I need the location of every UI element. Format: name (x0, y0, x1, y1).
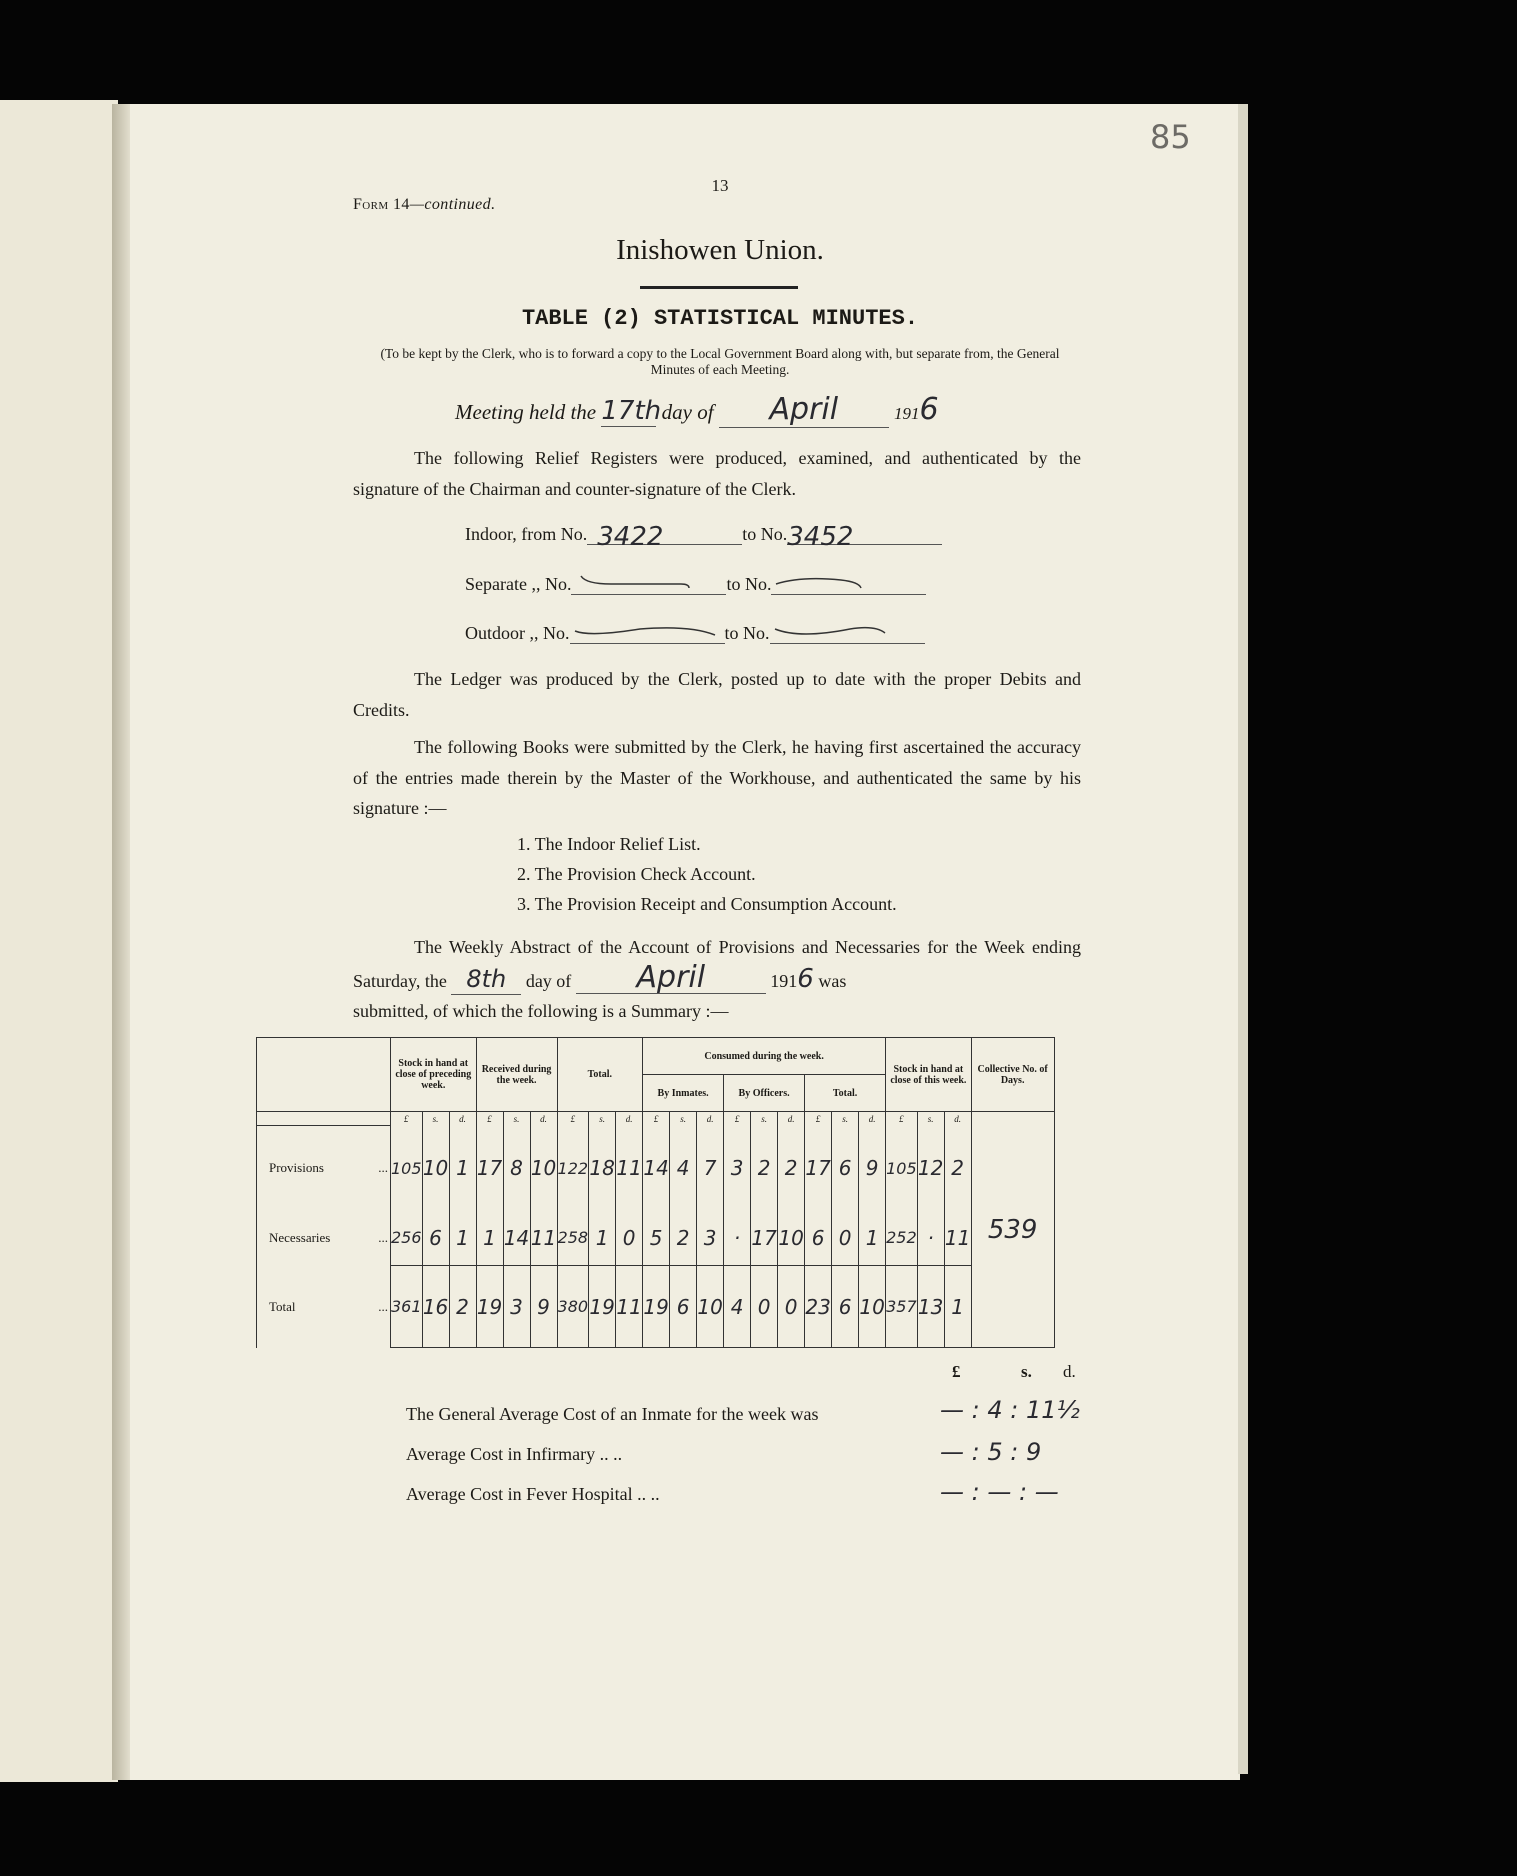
table-row (257, 1211, 1055, 1266)
ledger-paragraph: The Ledger was produced by the Clerk, posted up to date with the proper Debits and Credits. (353, 669, 1081, 720)
table-cell: 13 (917, 1266, 944, 1348)
table-cell: 14 (503, 1211, 530, 1266)
register-to: 3452 (787, 522, 942, 545)
abstract-year-digit: 6 (797, 963, 814, 994)
header-collective: Collective No. of Days. (971, 1038, 1054, 1112)
title-rule (640, 286, 798, 289)
table-cell: 1 (859, 1211, 886, 1266)
cost-unit-shillings: s. (1021, 1362, 1032, 1381)
table-cell: 256 (391, 1211, 423, 1266)
left-page (0, 100, 118, 1782)
unit-cell: s. (589, 1112, 616, 1126)
table-cell: 0 (751, 1266, 778, 1348)
unit-cell: d. (859, 1112, 886, 1126)
table-cell: 122 (557, 1126, 589, 1211)
table-cell: · (917, 1211, 944, 1266)
table-cell: 16 (422, 1266, 449, 1348)
abstract-text: The Weekly Abstract of the Account of Provisions and Necessaries for the Week ending Saturday, the (353, 937, 1081, 991)
abstract-day: 8th (451, 964, 521, 996)
unit-cell: s. (670, 1112, 697, 1126)
meeting-year-digit: 6 (919, 392, 939, 427)
table-cell: 10 (422, 1126, 449, 1211)
table-cell: 23 (805, 1266, 832, 1348)
table-row (257, 1126, 1055, 1211)
row-label (257, 1126, 391, 1211)
cost-value-infirmary: — : 5 : 9 (940, 1438, 1042, 1466)
unit-cell: s. (751, 1112, 778, 1126)
register-from: 3422 (587, 522, 742, 545)
table-cell: 3 (697, 1211, 724, 1266)
register-label: Separate ,, No. (465, 574, 572, 594)
table-cell: 8 (503, 1126, 530, 1211)
table-title: TABLE (2) STATISTICAL MINUTES. (521, 306, 919, 331)
table-cell: 6 (832, 1266, 859, 1348)
dash-mark-icon (571, 572, 691, 590)
table-cell: 9 (530, 1266, 557, 1348)
table-cell: 11 (944, 1211, 971, 1266)
table-cell: 9 (859, 1126, 886, 1211)
unit-cell: d. (530, 1112, 557, 1126)
page-edge (1238, 104, 1248, 1774)
register-to-label: to No. (724, 623, 770, 643)
table-cell: 252 (886, 1211, 918, 1266)
cost-row-fever (406, 1484, 660, 1505)
table-cell: 19 (589, 1266, 616, 1348)
row-label-dots: ... (378, 1298, 388, 1314)
header-stock-start: Stock in hand at close of preceding week. (391, 1038, 477, 1112)
table-cell: 258 (557, 1211, 589, 1266)
table-cell: 380 (557, 1266, 589, 1348)
unit-cell: s. (422, 1112, 449, 1126)
meeting-day: 17th (601, 396, 662, 426)
abstract-month: April (576, 963, 766, 995)
book-gutter (112, 104, 132, 1780)
header-by-officers: By Officers. (724, 1075, 805, 1112)
table-cell: 10 (859, 1266, 886, 1348)
table-body (257, 1112, 1055, 1348)
abstract-day-label: day of (525, 970, 572, 991)
collective-days-cell (971, 1112, 1054, 1348)
register-to-label: to No. (742, 524, 788, 544)
table-cell: 10 (530, 1126, 557, 1211)
header-consumed-total: Total. (805, 1075, 886, 1112)
table-cell: 4 (724, 1266, 751, 1348)
abstract-year-prefix: 191 (770, 970, 798, 991)
table-cell: 17 (805, 1126, 832, 1211)
unit-cell: £ (391, 1112, 423, 1126)
book-item-2: 2. The Provision Check Account. (517, 864, 756, 884)
table-cell: 12 (917, 1126, 944, 1211)
book-item-1: 1. The Indoor Relief List. (517, 834, 701, 854)
row-label (257, 1266, 391, 1348)
form-label-prefix: Form 14 (353, 196, 410, 213)
table-cell: 2 (778, 1126, 805, 1211)
cost-row-general (406, 1404, 819, 1425)
instruction-text: (To be kept by the Clerk, who is to forward a copy to the Local Government Board along with, but separate from, the General Minutes of each Meeting. (380, 346, 1060, 377)
register-from (571, 572, 726, 595)
table-cell: 0 (778, 1266, 805, 1348)
header-stock-end: Stock in hand at close of this week. (886, 1038, 972, 1112)
registers-paragraph: The following Relief Registers were produced, examined, and authenticated by the signature of the Chairman and counter-signature of the Clerk. (353, 448, 1081, 499)
units-blank (257, 1112, 391, 1126)
cost-row-infirmary (406, 1444, 622, 1465)
table-cell: 6 (670, 1266, 697, 1348)
table-cell: 4 (670, 1126, 697, 1211)
table-cell: · (724, 1211, 751, 1266)
table-cell: 17 (751, 1211, 778, 1266)
header-by-inmates: By Inmates. (643, 1075, 724, 1112)
dash-mark-icon (770, 621, 890, 639)
table-cell: 5 (643, 1211, 670, 1266)
dash-mark-icon (771, 572, 871, 590)
table-cell: 3 (503, 1266, 530, 1348)
table-cell: 11 (530, 1211, 557, 1266)
table-cell: 1 (944, 1266, 971, 1348)
table-cell: 1 (449, 1211, 476, 1266)
cost-label: Average Cost in Infirmary .. .. (406, 1444, 623, 1464)
table-cell: 17 (476, 1126, 503, 1211)
meeting-prefix: Meeting held the (455, 400, 597, 424)
unit-cell: s. (503, 1112, 530, 1126)
unit-cell: £ (557, 1112, 589, 1126)
unit-cell: d. (778, 1112, 805, 1126)
register-to (771, 572, 926, 595)
table-cell: 2 (944, 1126, 971, 1211)
register-label: Outdoor ,, No. (465, 623, 570, 643)
cost-value-fever: — : — : — (940, 1478, 1059, 1506)
register-to-label: to No. (726, 574, 772, 594)
union-title: Inishowen Union. (616, 234, 824, 266)
folio-number: 85 (1150, 118, 1191, 156)
register-from (570, 621, 725, 644)
table-cell: 19 (476, 1266, 503, 1348)
row-label-text: Total (269, 1298, 296, 1314)
table-cell: 1 (589, 1211, 616, 1266)
table-cell: 2 (670, 1211, 697, 1266)
table-cell: 19 (643, 1266, 670, 1348)
register-indoor (465, 522, 942, 552)
table-cell: 11 (616, 1266, 643, 1348)
table-cell: 105 (886, 1126, 918, 1211)
meeting-month: April (719, 392, 889, 428)
unit-cell: £ (476, 1112, 503, 1126)
books-paragraph: The following Books were submitted by the Clerk, he having first ascertained the accuracy of the entries made therein by the Master of the Workhouse, and authenticated the same by his signature :— (353, 737, 1081, 818)
table-cell: 10 (778, 1211, 805, 1266)
table-row (257, 1266, 1055, 1348)
table-cell: 2 (449, 1266, 476, 1348)
unit-cell: £ (805, 1112, 832, 1126)
register-separate (465, 572, 926, 595)
table-cell: 6 (805, 1211, 832, 1266)
book-item-3: 3. The Provision Receipt and Consumption Account. (517, 894, 897, 914)
header-total: Total. (557, 1038, 643, 1112)
row-label-header (257, 1038, 391, 1112)
unit-cell: £ (886, 1112, 918, 1126)
form-label-suffix: —continued. (409, 196, 496, 213)
table-cell: 7 (697, 1126, 724, 1211)
dash-mark-icon (570, 621, 720, 639)
form-label (353, 196, 496, 214)
row-label-text: Provisions (269, 1160, 324, 1176)
unit-cell: £ (643, 1112, 670, 1126)
meeting-day-label: day of (661, 400, 714, 424)
table-cell: 3 (724, 1126, 751, 1211)
page-number: 13 (711, 176, 729, 195)
unit-cell: d. (449, 1112, 476, 1126)
meeting-line (455, 392, 939, 428)
unit-cell: d. (697, 1112, 724, 1126)
table-cell: 1 (449, 1126, 476, 1211)
cost-unit-pence: d. (1063, 1362, 1076, 1381)
meeting-year-prefix: 191 (894, 404, 920, 423)
collective-days-value: 539 (987, 1214, 1038, 1245)
cost-label: The General Average Cost of an Inmate for the week was (406, 1404, 819, 1424)
abstract-text-2: submitted, of which the following is a Summary :— (353, 1001, 729, 1021)
header-consumed: Consumed during the week. (643, 1038, 886, 1075)
table-cell: 10 (697, 1266, 724, 1348)
table-cell: 14 (643, 1126, 670, 1211)
unit-cell: £ (724, 1112, 751, 1126)
table-cell: 0 (832, 1211, 859, 1266)
table-cell: 18 (589, 1126, 616, 1211)
table-cell: 11 (616, 1126, 643, 1211)
units-row (257, 1112, 1055, 1126)
table-cell: 361 (391, 1266, 423, 1348)
unit-cell: s. (917, 1112, 944, 1126)
table-cell: 6 (832, 1126, 859, 1211)
abstract-paragraph (353, 932, 1081, 1027)
abstract-was: was (818, 970, 847, 991)
table-cell: 2 (751, 1126, 778, 1211)
table-cell: 1 (476, 1211, 503, 1266)
row-label-dots: ... (378, 1230, 388, 1245)
unit-cell: s. (832, 1112, 859, 1126)
cost-unit-pounds: £ (952, 1362, 961, 1381)
unit-cell: d. (944, 1112, 971, 1126)
table-cell: 0 (616, 1211, 643, 1266)
row-label-dots: ... (378, 1160, 388, 1176)
header-received: Received during the week. (476, 1038, 557, 1112)
table-cell: 6 (422, 1211, 449, 1266)
table-cell: 105 (391, 1126, 423, 1211)
cost-label: Average Cost in Fever Hospital .. .. (406, 1484, 660, 1504)
table-cell: 357 (886, 1266, 918, 1348)
cost-value-general: — : 4 : 11½ (940, 1396, 1080, 1424)
summary-table (256, 1037, 1055, 1348)
register-label: Indoor, from No. (465, 524, 588, 544)
register-to (770, 621, 925, 644)
row-label-text: Necessaries (269, 1230, 331, 1245)
row-label (257, 1211, 391, 1266)
unit-cell: d. (616, 1112, 643, 1126)
register-outdoor (465, 621, 925, 644)
